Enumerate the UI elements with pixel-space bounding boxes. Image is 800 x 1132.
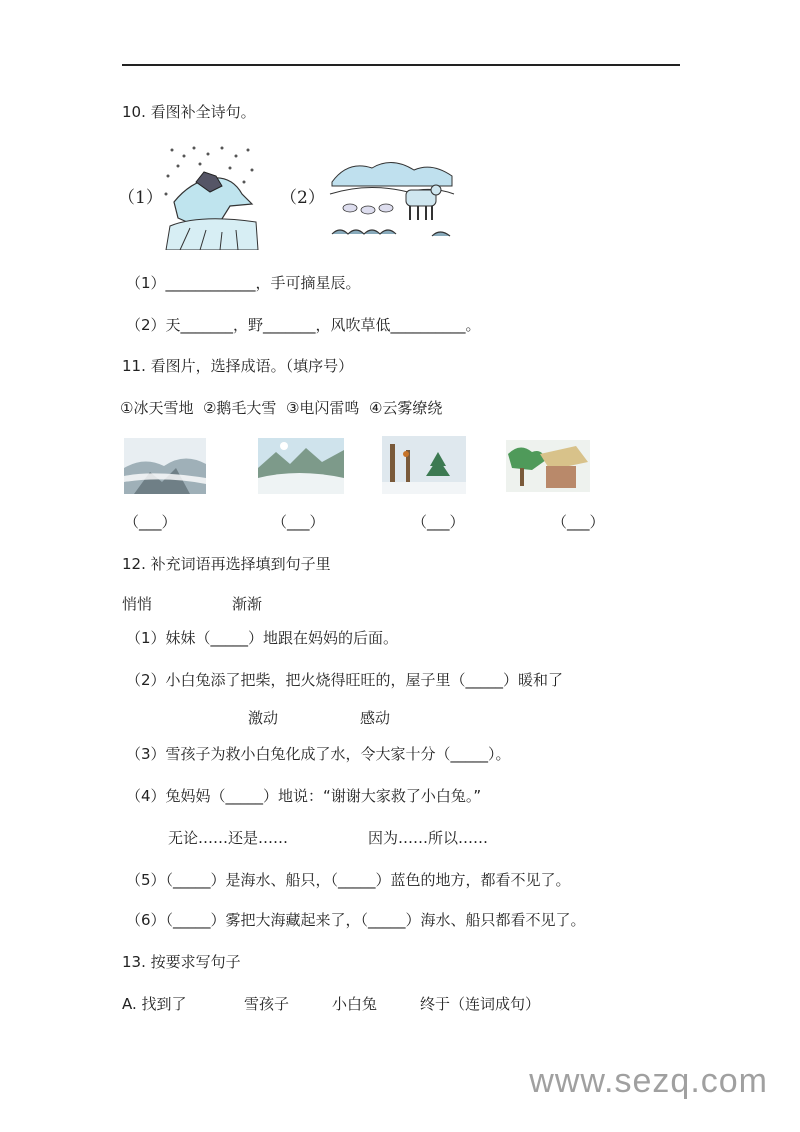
q11-blank-2: （___） [272, 513, 325, 531]
q12-sentence-3: （3）雪孩子为救小白兔化成了水，令大家十分（_____）。 [126, 745, 511, 763]
idiom-picture-3 [382, 436, 466, 494]
q12-word-5: 无论……还是…… [168, 829, 289, 847]
q12-sentence-1: （1）妹妹（_____）地跟在妈妈的后面。 [126, 629, 399, 647]
q13-a-label: A. 找到了 [122, 995, 187, 1013]
q11-options: ①冰天雪地 ②鹅毛大雪 ③电闪雷鸣 ④云雾缭绕 [120, 399, 443, 417]
q13-word-2: 小白兔 [332, 995, 378, 1013]
q12-word-1: 悄悄 [122, 595, 153, 613]
q10-label-1: （1） [118, 188, 163, 208]
poem-illustration-tower [160, 142, 260, 250]
poem-illustration-grassland [328, 152, 456, 244]
q10-line-2: （2）天_______，野_______，风吹草低__________。 [126, 316, 481, 334]
watermark: www.sezq.com [529, 1062, 768, 1100]
q12-word-6: 因为……所以…… [368, 829, 489, 847]
q12-sentence-6: （6）（_____）雾把大海藏起来了，（_____）海水、船只都看不见了。 [126, 911, 586, 929]
q12-word-3: 激动 [248, 709, 279, 727]
q11-title: 11. 看图片，选择成语。（填序号） [122, 357, 354, 375]
q12-title: 12. 补充词语再选择填到句子里 [122, 555, 331, 573]
q12-sentence-4: （4）兔妈妈（_____）地说：“谢谢大家救了小白兔。” [126, 787, 482, 805]
q13-word-3: 终于（连词成句） [420, 995, 541, 1013]
idiom-picture-4 [506, 440, 590, 492]
q13-word-1: 雪孩子 [244, 995, 290, 1013]
q12-word-4: 感动 [360, 709, 391, 727]
idiom-picture-1 [124, 438, 206, 494]
q13-title: 13. 按要求写句子 [122, 953, 241, 971]
q10-title: 10. 看图补全诗句。 [122, 103, 256, 121]
q12-sentence-5: （5）（_____）是海水、船只，（_____）蓝色的地方，都看不见了。 [126, 871, 571, 889]
q11-blank-4: （___） [552, 513, 605, 531]
idiom-picture-2 [258, 438, 344, 494]
top-rule [122, 64, 680, 66]
q11-blank-3: （___） [412, 513, 465, 531]
q10-label-2: （2） [280, 188, 325, 208]
q10-line-1: （1）____________，手可摘星辰。 [126, 274, 361, 292]
q11-blank-1: （___） [124, 513, 177, 531]
q12-sentence-2: （2）小白兔添了把柴，把火烧得旺旺的，屋子里（_____）暖和了 [126, 671, 564, 689]
q12-word-2: 渐渐 [232, 595, 263, 613]
